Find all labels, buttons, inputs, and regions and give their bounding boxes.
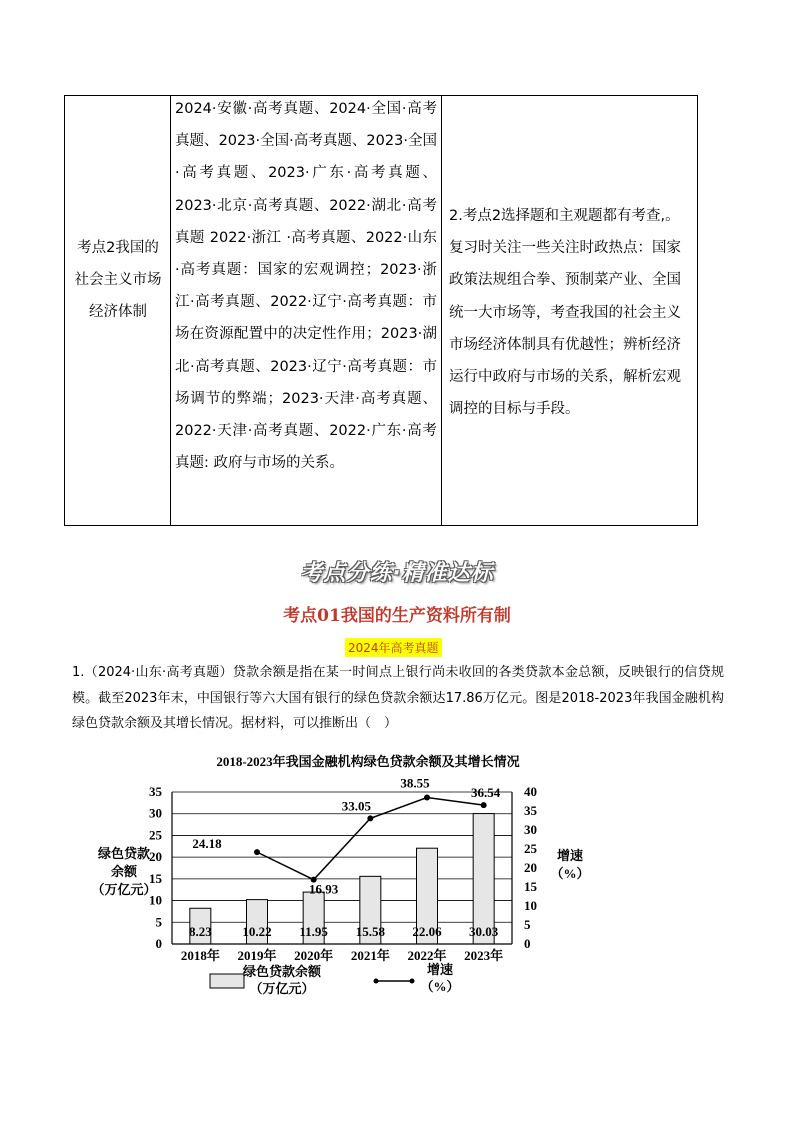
legend-bar-label: 绿色贷款余额 (242, 964, 322, 979)
left-axis-title: 余额 (110, 864, 138, 879)
x-tick-label: 2018年 (180, 948, 220, 963)
question-text: 1.（2024·山东·高考真题）贷款余额是指在某一时间点上银行尚未收回的各类贷款本金总额，反映银行的信贷规模。截至2023年末，中国银行等六大国有银行的绿色贷款余额达17.86万亿元。图是2018-2023年我国金融机构绿色贷款余额及其增长情况。据材料，可以推断出（ ） (72, 665, 724, 731)
growth-point (367, 815, 373, 821)
sources-cell: 2024·安徽·高考真题、2024·全国·高考真题、2023·全国·高考真题、2023·全国·高考真题、2023·广东·高考真题、2023·北京·高考真题、2022·湖北·高考真题 2022·浙江 ·高考真题、2022·山东 ·高考真题：国家的宏观调控；2023·浙江·高考真题、2022·辽宁·高考真题：市场在资源配置中的决定性作用；2023·湖北·高考真题、2023·辽宁·高考真题：市场调节的弊端；2023·天津·高考真题、2022·天津·高考真题、2022·广东·高考真题: 政府与市场的关系。 (175, 101, 437, 472)
left-tick-label: 35 (149, 784, 162, 799)
growth-point (254, 849, 260, 855)
bar-value-label: 30.03 (469, 924, 499, 939)
section-heading: 考点01我国的生产资料所有制 (283, 606, 511, 626)
x-tick-label: 2019年 (237, 948, 277, 963)
bar-value-label: 10.22 (242, 924, 272, 939)
left-tick-label: 25 (149, 827, 162, 843)
bar-value-label: 8.23 (188, 924, 212, 939)
legend-line-label: 增速 (426, 962, 454, 977)
left-tick-label: 15 (149, 870, 162, 886)
left-axis-title: （万亿元） (91, 882, 157, 897)
chart-legend (210, 962, 460, 996)
section-banner: 考点分练·精准达标 (300, 561, 494, 586)
green-loan-chart (60, 742, 620, 1012)
right-tick-label: 35 (524, 803, 537, 818)
growth-value-label: 36.54 (471, 785, 501, 801)
legend-bar-label: （万亿元） (249, 981, 315, 996)
left-tick-label: 10 (149, 892, 162, 908)
x-tick-label: 2023年 (464, 948, 504, 963)
chart-title: 2018-2023年我国金融机构绿色贷款余额及其增长情况 (216, 754, 520, 769)
legend-line-marker (374, 979, 379, 984)
x-tick-label: 2020年 (294, 948, 334, 963)
left-axis-title: 绿色贷款 (97, 846, 151, 861)
right-tick-label: 40 (524, 784, 537, 799)
legend-line-label: （%） (420, 979, 460, 994)
topic-cell: 考点2我国的社会主义市场经济体制 (74, 240, 162, 320)
right-tick-label: 10 (524, 898, 537, 913)
bar-value-label: 22.06 (412, 924, 442, 939)
table-divider (441, 96, 442, 525)
growth-value-label: 16.93 (309, 881, 339, 897)
legend-line-marker (410, 979, 415, 984)
bar-value-label: 15.58 (355, 924, 385, 939)
x-tick-label: 2022年 (407, 948, 447, 963)
growth-point (424, 795, 430, 801)
left-tick-label: 5 (155, 914, 162, 930)
table-divider (170, 96, 171, 525)
left-tick-label: 20 (149, 849, 162, 865)
growth-value-label: 33.05 (341, 798, 371, 814)
right-tick-label: 20 (524, 860, 537, 875)
right-tick-label: 5 (524, 917, 531, 932)
growth-point (481, 802, 487, 808)
right-tick-label: 0 (524, 936, 531, 951)
right-tick-label: 15 (524, 879, 537, 894)
left-tick-label: 0 (155, 936, 162, 951)
left-tick-label: 30 (149, 805, 162, 821)
exam-topic-table (64, 95, 698, 526)
chart-labels (91, 776, 589, 963)
growth-value-label: 24.18 (192, 836, 222, 852)
right-tick-label: 25 (524, 841, 537, 856)
growth-value-label: 38.55 (400, 775, 430, 791)
year-tag: 2024年高考真题 (345, 638, 442, 657)
right-axis-title: 增速 (556, 848, 584, 863)
legend-bar-swatch (210, 974, 244, 988)
right-axis-title: （%） (550, 866, 590, 881)
bar-value-label: 11.95 (299, 924, 328, 939)
x-tick-label: 2021年 (350, 948, 390, 963)
analysis-cell: 2.考点2选择题和主观题都有考查,。复习时关注一些关注时政热点：国家政策法规组合拳、预制菜产业、全国统一大市场等，考查我国的社会主义市场经济体制具有优越性；辨析经济运行中政府与市场的关系，解析宏观调控的目标与手段。 (449, 208, 681, 418)
right-tick-label: 30 (524, 822, 537, 837)
